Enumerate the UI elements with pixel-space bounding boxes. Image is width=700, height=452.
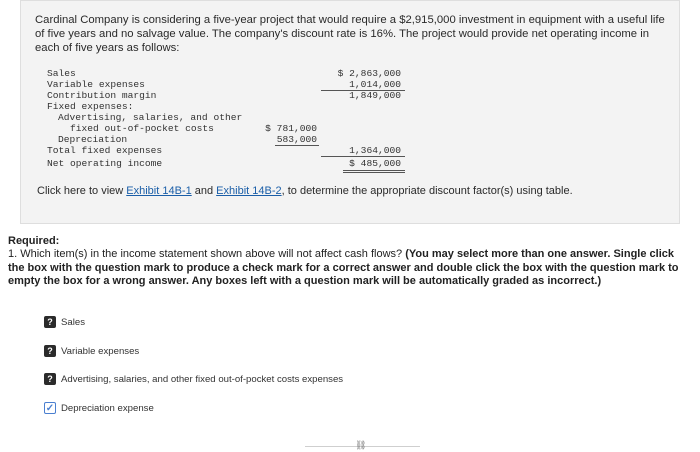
question-mark-checkbox[interactable]: ? <box>44 316 56 328</box>
question-text: 1. Which item(s) in the income statement shown above will not affect cash flows? <box>8 248 406 260</box>
sales-label: Sales <box>47 68 76 79</box>
depreciation-value: 583,000 <box>276 134 317 145</box>
option-variable-expenses[interactable] <box>44 345 139 357</box>
option-label: Advertising, salaries, and other fixed out-of-pocket costs expenses <box>61 373 344 385</box>
option-sales[interactable] <box>44 316 85 328</box>
contribution-margin-label: Contribution margin <box>47 90 157 101</box>
sales-value: $ 2,863,000 <box>337 68 401 79</box>
advertising-label-line1: Advertising, salaries, and other <box>58 112 243 123</box>
option-advertising[interactable] <box>44 373 343 385</box>
rule-total-fixed <box>321 156 405 157</box>
problem-intro: Cardinal Company is considering a five-year project that would require a $2,915,000 investment in equipment with a useful life of five years and no salvage value. The company's discount rate is 16%. The project would provide net operating income in each of five years as follows: <box>35 14 665 54</box>
net-income-value: $ 485,000 <box>349 158 401 169</box>
exhibit-14b-2-link[interactable]: Exhibit 14B-2 <box>216 185 282 197</box>
exhibit-prefix: Click here to view <box>37 185 127 197</box>
contribution-margin-value: 1,849,000 <box>349 90 401 101</box>
required-question <box>8 248 692 289</box>
question-mark-checkbox[interactable]: ? <box>44 373 56 385</box>
exhibit-instructions <box>37 185 573 197</box>
exhibit-suffix: , to determine the appropriate discount factor(s) using table. <box>281 185 573 197</box>
option-label: Sales <box>61 316 85 328</box>
net-income-label: Net operating income <box>47 158 163 169</box>
exhibit-14b-1-link[interactable]: Exhibit 14B-1 <box>126 185 192 197</box>
fixed-expenses-label: Fixed expenses: <box>47 101 134 112</box>
exhibit-and: and <box>191 185 217 197</box>
question-mark-checkbox[interactable]: ? <box>44 345 56 357</box>
total-fixed-value: 1,364,000 <box>349 145 401 156</box>
option-label: Depreciation expense <box>61 402 154 414</box>
variable-expenses-label: Variable expenses <box>47 79 145 90</box>
link-icon: ⛓ <box>355 440 367 450</box>
depreciation-label: Depreciation <box>58 134 128 145</box>
option-label: Variable expenses <box>61 345 140 357</box>
question-instructions: (You may select more than one answer. Single click the box with the question mark to produce a check mark for a correct answer and double click the box with the question mark to empty the box for a wrong answer. Any boxes left with a question mark will be automatically graded as incorrect.) <box>8 248 679 287</box>
advertising-value: $ 781,000 <box>265 123 317 134</box>
rule-depreciation <box>275 145 319 146</box>
checked-checkbox[interactable]: ✓ <box>45 402 55 414</box>
total-fixed-label: Total fixed expenses <box>47 145 163 156</box>
required-heading: Required: <box>8 235 60 247</box>
rule-net-income <box>343 170 405 173</box>
advertising-label-line2: fixed out-of-pocket costs <box>70 123 214 134</box>
problem-panel <box>20 0 680 224</box>
variable-expenses-value: 1,014,000 <box>349 79 401 90</box>
option-depreciation[interactable] <box>44 402 154 414</box>
